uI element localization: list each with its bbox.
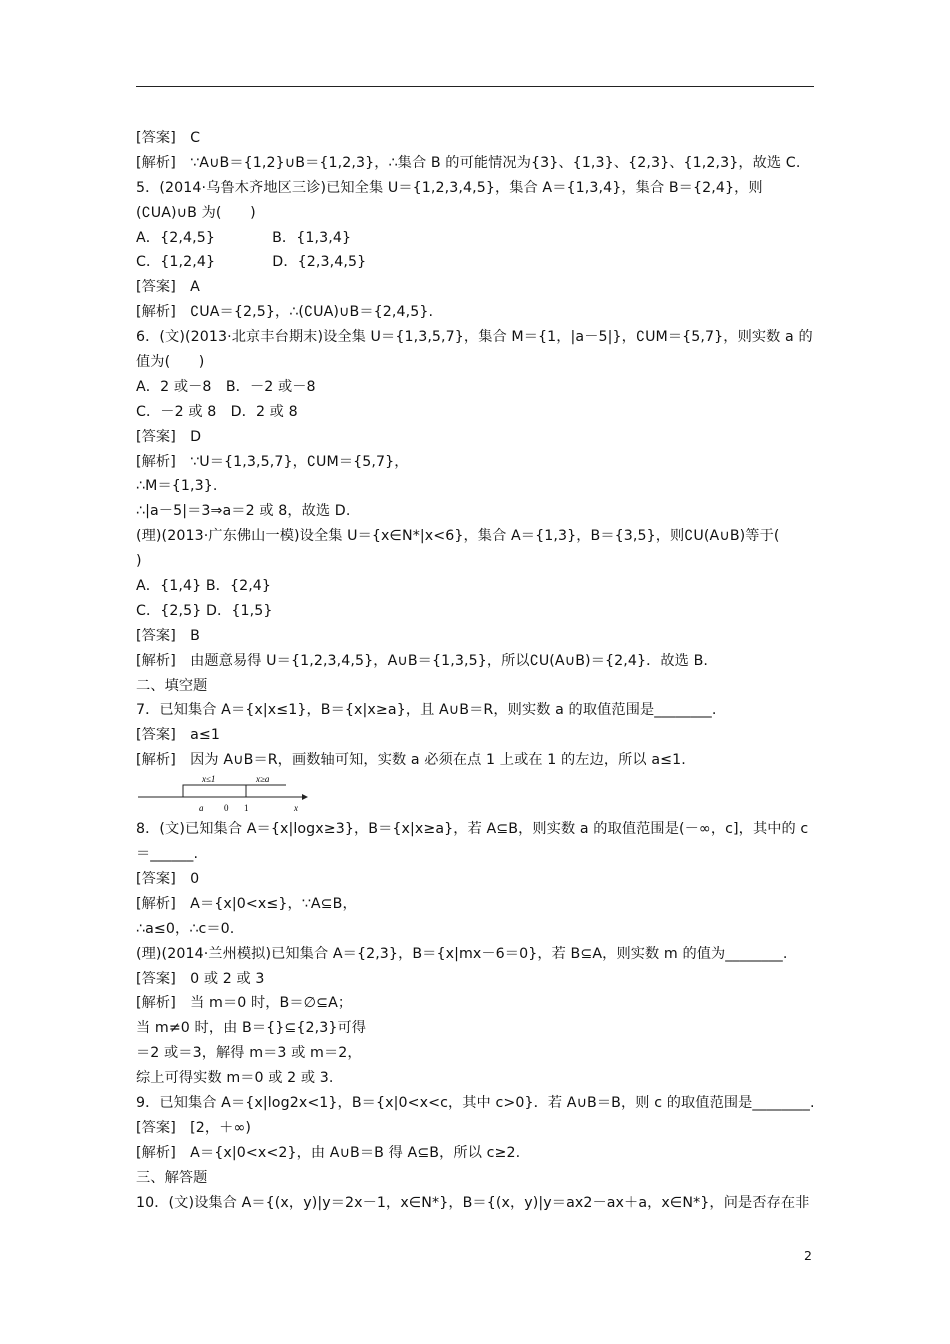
question-6-line2: 值为( )	[136, 354, 205, 371]
answer-5: [答案] A	[136, 279, 200, 296]
page-number: 2	[804, 1248, 812, 1263]
question-6-li-line1: (理)(2013·广东佛山一模)设全集 U＝{x∈N*|x<6}，集合 A＝{1,3}，B＝{3,5}，则∁U(A∪B)等于(	[136, 528, 780, 545]
analysis-8-line1: [解析] A＝{x|0<x≤}，∵A⊆B，	[136, 895, 357, 912]
question-5-line1: 5．(2014·乌鲁木齐地区三诊)已知全集 U＝{1,2,3,4,5}，集合 A＝{1,3,4}，集合 B＝{2,4}，则	[136, 179, 763, 196]
analysis-8-li-line2: 当 m≠0 时，由 B＝{}⊆{2,3}可得	[136, 1020, 367, 1037]
number-line-figure	[136, 773, 816, 817]
question-10-line1: 10．(文)设集合 A＝{(x，y)|y＝2x－1，x∈N*}，B＝{(x，y)|y＝ax2－ax＋a，x∈N*}，问是否存在非	[136, 1194, 810, 1211]
question-6-line1: 6．(文)(2013·北京丰台期末)设全集 U＝{1,3,5,7}，集合 M＝{1，|a－5|}，∁UM＝{5,7}，则实数 a 的	[136, 329, 813, 346]
analysis-8-li-line1: [解析] 当 m＝0 时，B＝∅⊆A；	[136, 995, 353, 1012]
analysis-9: [解析] A＝{x|0<x<2}，由 A∪B＝B 得 A⊆B，所以 c≥2.	[136, 1144, 521, 1161]
analysis-6-line3: ∴|a－5|＝3⇒a＝2 或 8，故选 D.	[136, 503, 351, 520]
number-line-tick-a: a	[199, 803, 204, 814]
answer-7: [答案] a≤1	[136, 727, 221, 744]
number-line-svg	[136, 773, 316, 817]
question-8-line2: ＝______.	[136, 846, 199, 863]
question-5-options-cd: C．{1,2,4} D．{2,3,4,5}	[136, 254, 367, 271]
answer-4: [答案] C	[136, 130, 201, 146]
question-8-line1: 8．(文)已知集合 A＝{x|logx≥3}，B＝{x|x≥a}，若 A⊆B，则实数 a 的取值范围是(－∞，c]，其中的 c	[136, 821, 809, 838]
question-6-li-options-ab: A．{1,4} B．{2,4}	[136, 578, 272, 595]
answer-6-li: [答案] B	[136, 627, 200, 644]
answer-9: [答案] [2，＋∞)	[136, 1119, 252, 1136]
analysis-5: [解析] ∁UA＝{2,5}，∴(∁UA)∪B＝{2,4,5}.	[136, 304, 434, 321]
analysis-6-line1: [解析] ∵U＝{1,3,5,7}，∁UM＝{5,7}，	[136, 453, 409, 470]
answer-8: [答案] 0	[136, 870, 200, 887]
number-line-label-right: x≥a	[256, 774, 270, 785]
answer-6: [答案] D	[136, 428, 202, 445]
document-body	[136, 126, 816, 1215]
analysis-8-line2: ∴a≤0，∴c＝0.	[136, 920, 235, 937]
question-5-options-ab: A．{2,4,5} B．{1,3,4}	[136, 229, 352, 246]
question-6-li-options-cd: C．{2,5} D．{1,5}	[136, 602, 273, 619]
question-7: 7．已知集合 A＝{x|x≤1}，B＝{x|x≥a}，且 A∪B＝R，则实数 a 的取值范围是________.	[136, 702, 717, 719]
analysis-4: [解析] ∵A∪B＝{1,2}∪B＝{1,2,3}，∴集合 B 的可能情况为{3}、{1,3}、{2,3}、{1,2,3}，故选 C.	[136, 154, 801, 171]
number-line-tick-1: 1	[244, 803, 249, 814]
question-6-options-ab: A．2 或－8 B．－2 或－8	[136, 378, 316, 395]
number-line-tick-0: 0	[224, 803, 229, 814]
section-answer-questions: 三、解答题	[136, 1169, 208, 1186]
question-6-options-cd: C．－2 或 8 D．2 或 8	[136, 403, 298, 420]
analysis-6-li: [解析] 由题意易得 U＝{1,2,3,4,5}，A∪B＝{1,3,5}，所以∁U(A∪B)＝{2,4}．故选 B.	[136, 652, 709, 669]
section-fill-in: 二、填空题	[136, 677, 208, 694]
header-rule	[136, 86, 814, 87]
analysis-6-line2: ∴M＝{1,3}.	[136, 478, 218, 495]
analysis-8-li-line3: ＝2 或＝3，解得 m＝3 或 m＝2，	[136, 1045, 362, 1062]
question-6-li-line2: )	[136, 553, 142, 570]
analysis-8-li-line4: 综上可得实数 m＝0 或 2 或 3.	[136, 1070, 334, 1087]
number-line-label-left: x≤1	[202, 774, 216, 785]
answer-8-li: [答案] 0 或 2 或 3	[136, 970, 265, 987]
question-8-li: (理)(2014·兰州模拟)已知集合 A＝{2,3}，B＝{x|mx－6＝0}，若 B⊆A，则实数 m 的值为________.	[136, 945, 788, 962]
number-line-axis-label: x	[294, 803, 298, 814]
question-9: 9．已知集合 A＝{x|log2x<1}，B＝{x|0<x<c，其中 c>0}．若 A∪B＝B，则 c 的取值范围是________.	[136, 1094, 815, 1111]
question-5-line2: (∁UA)∪B 为( )	[136, 204, 256, 221]
analysis-7: [解析] 因为 A∪B＝R，画数轴可知，实数 a 必须在点 1 上或在 1 的左边，所以 a≤1.	[136, 752, 686, 769]
